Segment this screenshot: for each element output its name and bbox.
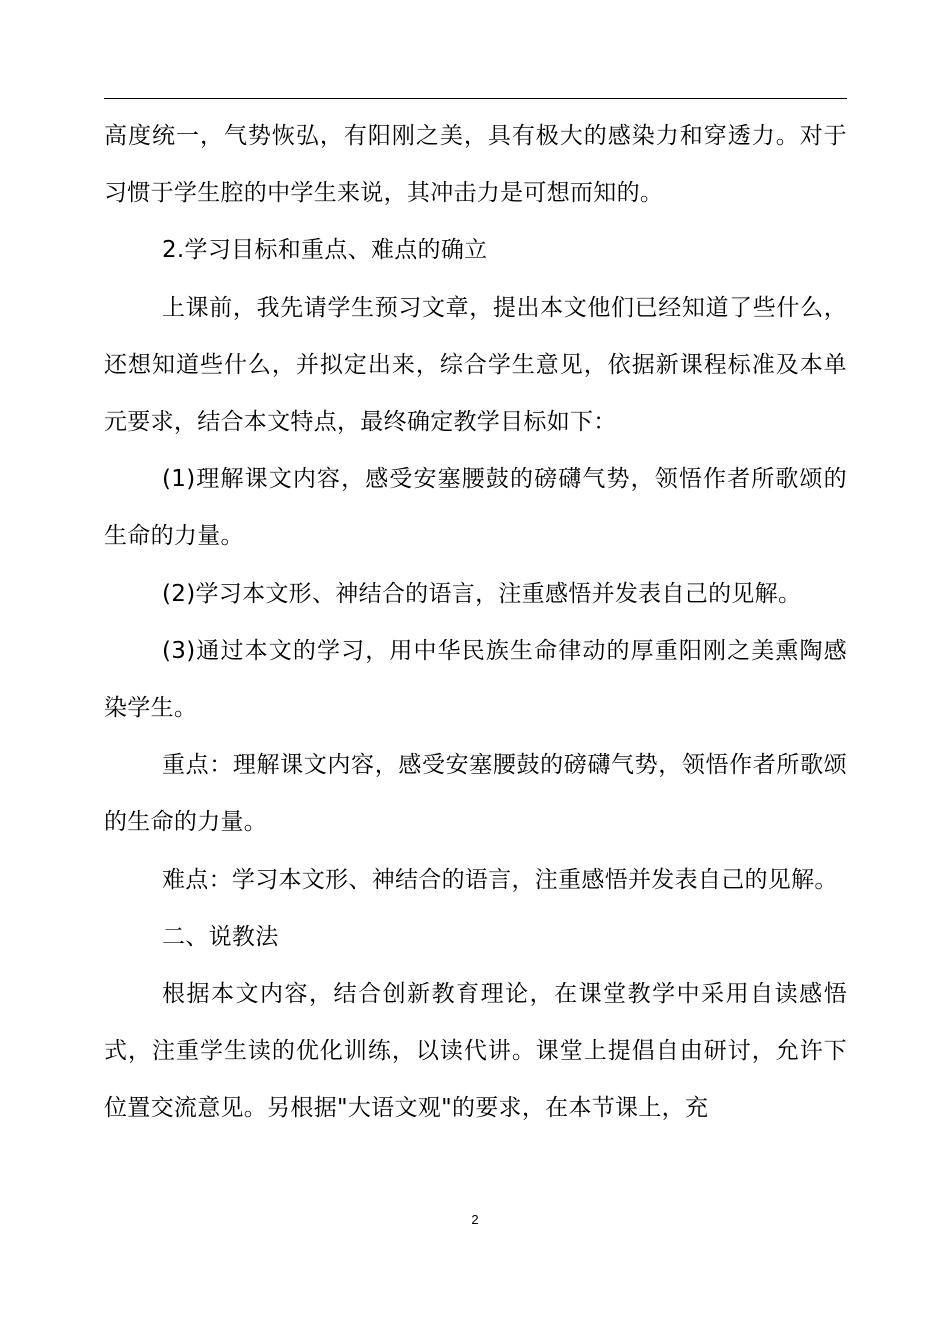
header-rule — [104, 98, 847, 99]
section-heading-objectives: 2.学习目标和重点、难点的确立 — [162, 237, 488, 264]
section-heading-teaching-method: 二、说教法 — [162, 923, 279, 950]
paragraph-continuation: 高度统一，气势恢弘，有阳刚之美，具有极大的感染力和穿透力。对于习惯于学生腔的中学生来说，其冲击力是可想而知的。 — [104, 123, 847, 207]
difficulty-paragraph: 难点：学习本文形、神结合的语言，注重感悟并发表自己的见解。 — [162, 866, 838, 893]
objective-item-3: (3)通过本文的学习，用中华民族生命律动的厚重阳刚之美熏陶感染学生。 — [104, 637, 847, 722]
key-point-paragraph: 重点：理解课文内容，感受安塞腰鼓的磅礴气势，领悟作者所歌颂的生命的力量。 — [104, 752, 847, 836]
objective-item-2: (2)学习本文形、神结合的语言，注重感悟并发表自己的见解。 — [162, 580, 802, 607]
paragraph-preview: 上课前，我先请学生预习文章，提出本文他们已经知道了些什么，还想知道些什么，并拟定出来，综合学生意见，依据新课程标准及本单元要求，结合本文特点，最终确定教学目标如下： — [104, 294, 847, 436]
objective-item-1: (1)理解课文内容，感受安塞腰鼓的磅礴气势，领悟作者所歌颂的生命的力量。 — [104, 466, 847, 550]
page-number: 2 — [471, 1212, 479, 1227]
paragraph-teaching-method: 根据本文内容，结合创新教育理论，在课堂教学中采用自读感悟式，注重学生读的优化训练，以读代讲。课堂上提倡自由研讨，允许下位置交流意见。另根据"大语文观"的要求，在本节课上，充 — [104, 981, 847, 1122]
document-body — [104, 108, 847, 1138]
